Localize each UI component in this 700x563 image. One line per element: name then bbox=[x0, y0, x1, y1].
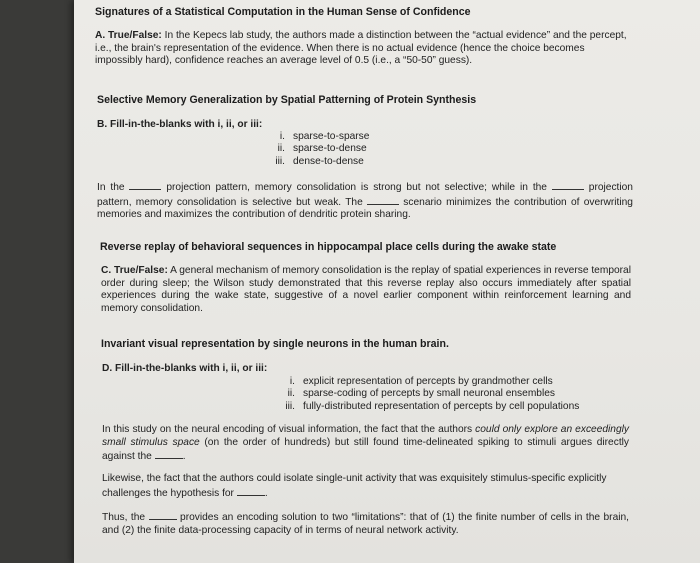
question-c-text: A general mechanism of memory consolidation is the replay of spatial experiences in reverse temporal order during sleep; the Wilson study demonstrated that this reverse replay also occurs immediately after spatial experiences during the wake state, suggestive of a novel earlier component within reinforcement learning and memory consolidation. bbox=[101, 265, 631, 314]
worksheet-page bbox=[74, 0, 700, 563]
list-item: i. explicit representation of percepts by grandmother cells bbox=[289, 376, 553, 387]
section-heading-reverse-replay: Reverse replay of behavioral sequences in hippocampal place cells during the awake state bbox=[100, 241, 557, 253]
question-b-prompt: B. Fill-in-the-blanks with i, ii, or iii: bbox=[97, 119, 263, 130]
list-item: iii. fully-distributed representation of percepts by cell populations bbox=[285, 400, 580, 412]
section-heading-visual-representation: Invariant visual representation by single neurons in the human brain. bbox=[101, 338, 449, 350]
question-a bbox=[95, 30, 633, 68]
blank-field[interactable] bbox=[552, 180, 584, 190]
question-a-label: A. True/False: bbox=[95, 30, 162, 41]
list-item: i. sparse-to-sparse bbox=[279, 131, 370, 142]
blank-field[interactable] bbox=[237, 486, 265, 496]
question-a-text: In the Kepecs lab study, the authors made a distinction between the “actual evidence” and the percept, i.e., the brain's representation of the evidence. When there is no actual evidence (hence the choice becomes impossibly hard), confidence reaches an average level of 0.5 (i.e., a “50-50” guess). bbox=[95, 30, 627, 66]
question-d-prompt: D. Fill-in-the-blanks with i, ii, or iii: bbox=[102, 363, 268, 374]
blank-field[interactable] bbox=[149, 510, 177, 520]
question-b-options bbox=[261, 131, 369, 168]
question-d-paragraph-3: Thus, the provides an encoding solution to two “limitations”: that of (1) the finite number of cells in the brain, and (2) the finite data-processing capacity of in terms of neural network activity. bbox=[102, 512, 629, 536]
section-heading-protein-synthesis: Selective Memory Generalization by Spatial Patterning of Protein Synthesis bbox=[97, 94, 477, 106]
question-b-paragraph: In the projection pattern, memory consolidation is strong but not selective; while in the projection pattern, memory consolidation is selective but weak. The scenario minimizes the contribution of overwriting memories and maximizes the contribution of dendritic protein sharing. bbox=[97, 182, 633, 220]
blank-field[interactable] bbox=[155, 449, 183, 459]
question-d-paragraph-2: Likewise, the fact that the authors could isolate single-unit activity that was exquisitely stimulus-specific explicitly challenges the hypothesis for . bbox=[102, 473, 607, 499]
question-c bbox=[101, 265, 631, 315]
blank-field[interactable] bbox=[367, 195, 399, 205]
page-title: Signatures of a Statistical Computation in the Human Sense of Confidence bbox=[95, 6, 471, 18]
blank-field[interactable] bbox=[129, 180, 161, 190]
question-c-label: C. True/False: bbox=[101, 265, 168, 276]
list-item: ii. sparse-coding of percepts by small neuronal ensembles bbox=[287, 388, 555, 400]
question-d-paragraph-1: In this study on the neural encoding of visual information, the fact that the authors could only explore an exceedingly small stimulus space (on the order of hundreds) but still found time-delineated spiking to stimuli argues directly against the . bbox=[102, 424, 630, 462]
list-item: ii. sparse-to-dense bbox=[277, 143, 367, 155]
list-item: iii. dense-to-dense bbox=[275, 155, 364, 167]
question-d-options bbox=[271, 376, 579, 413]
